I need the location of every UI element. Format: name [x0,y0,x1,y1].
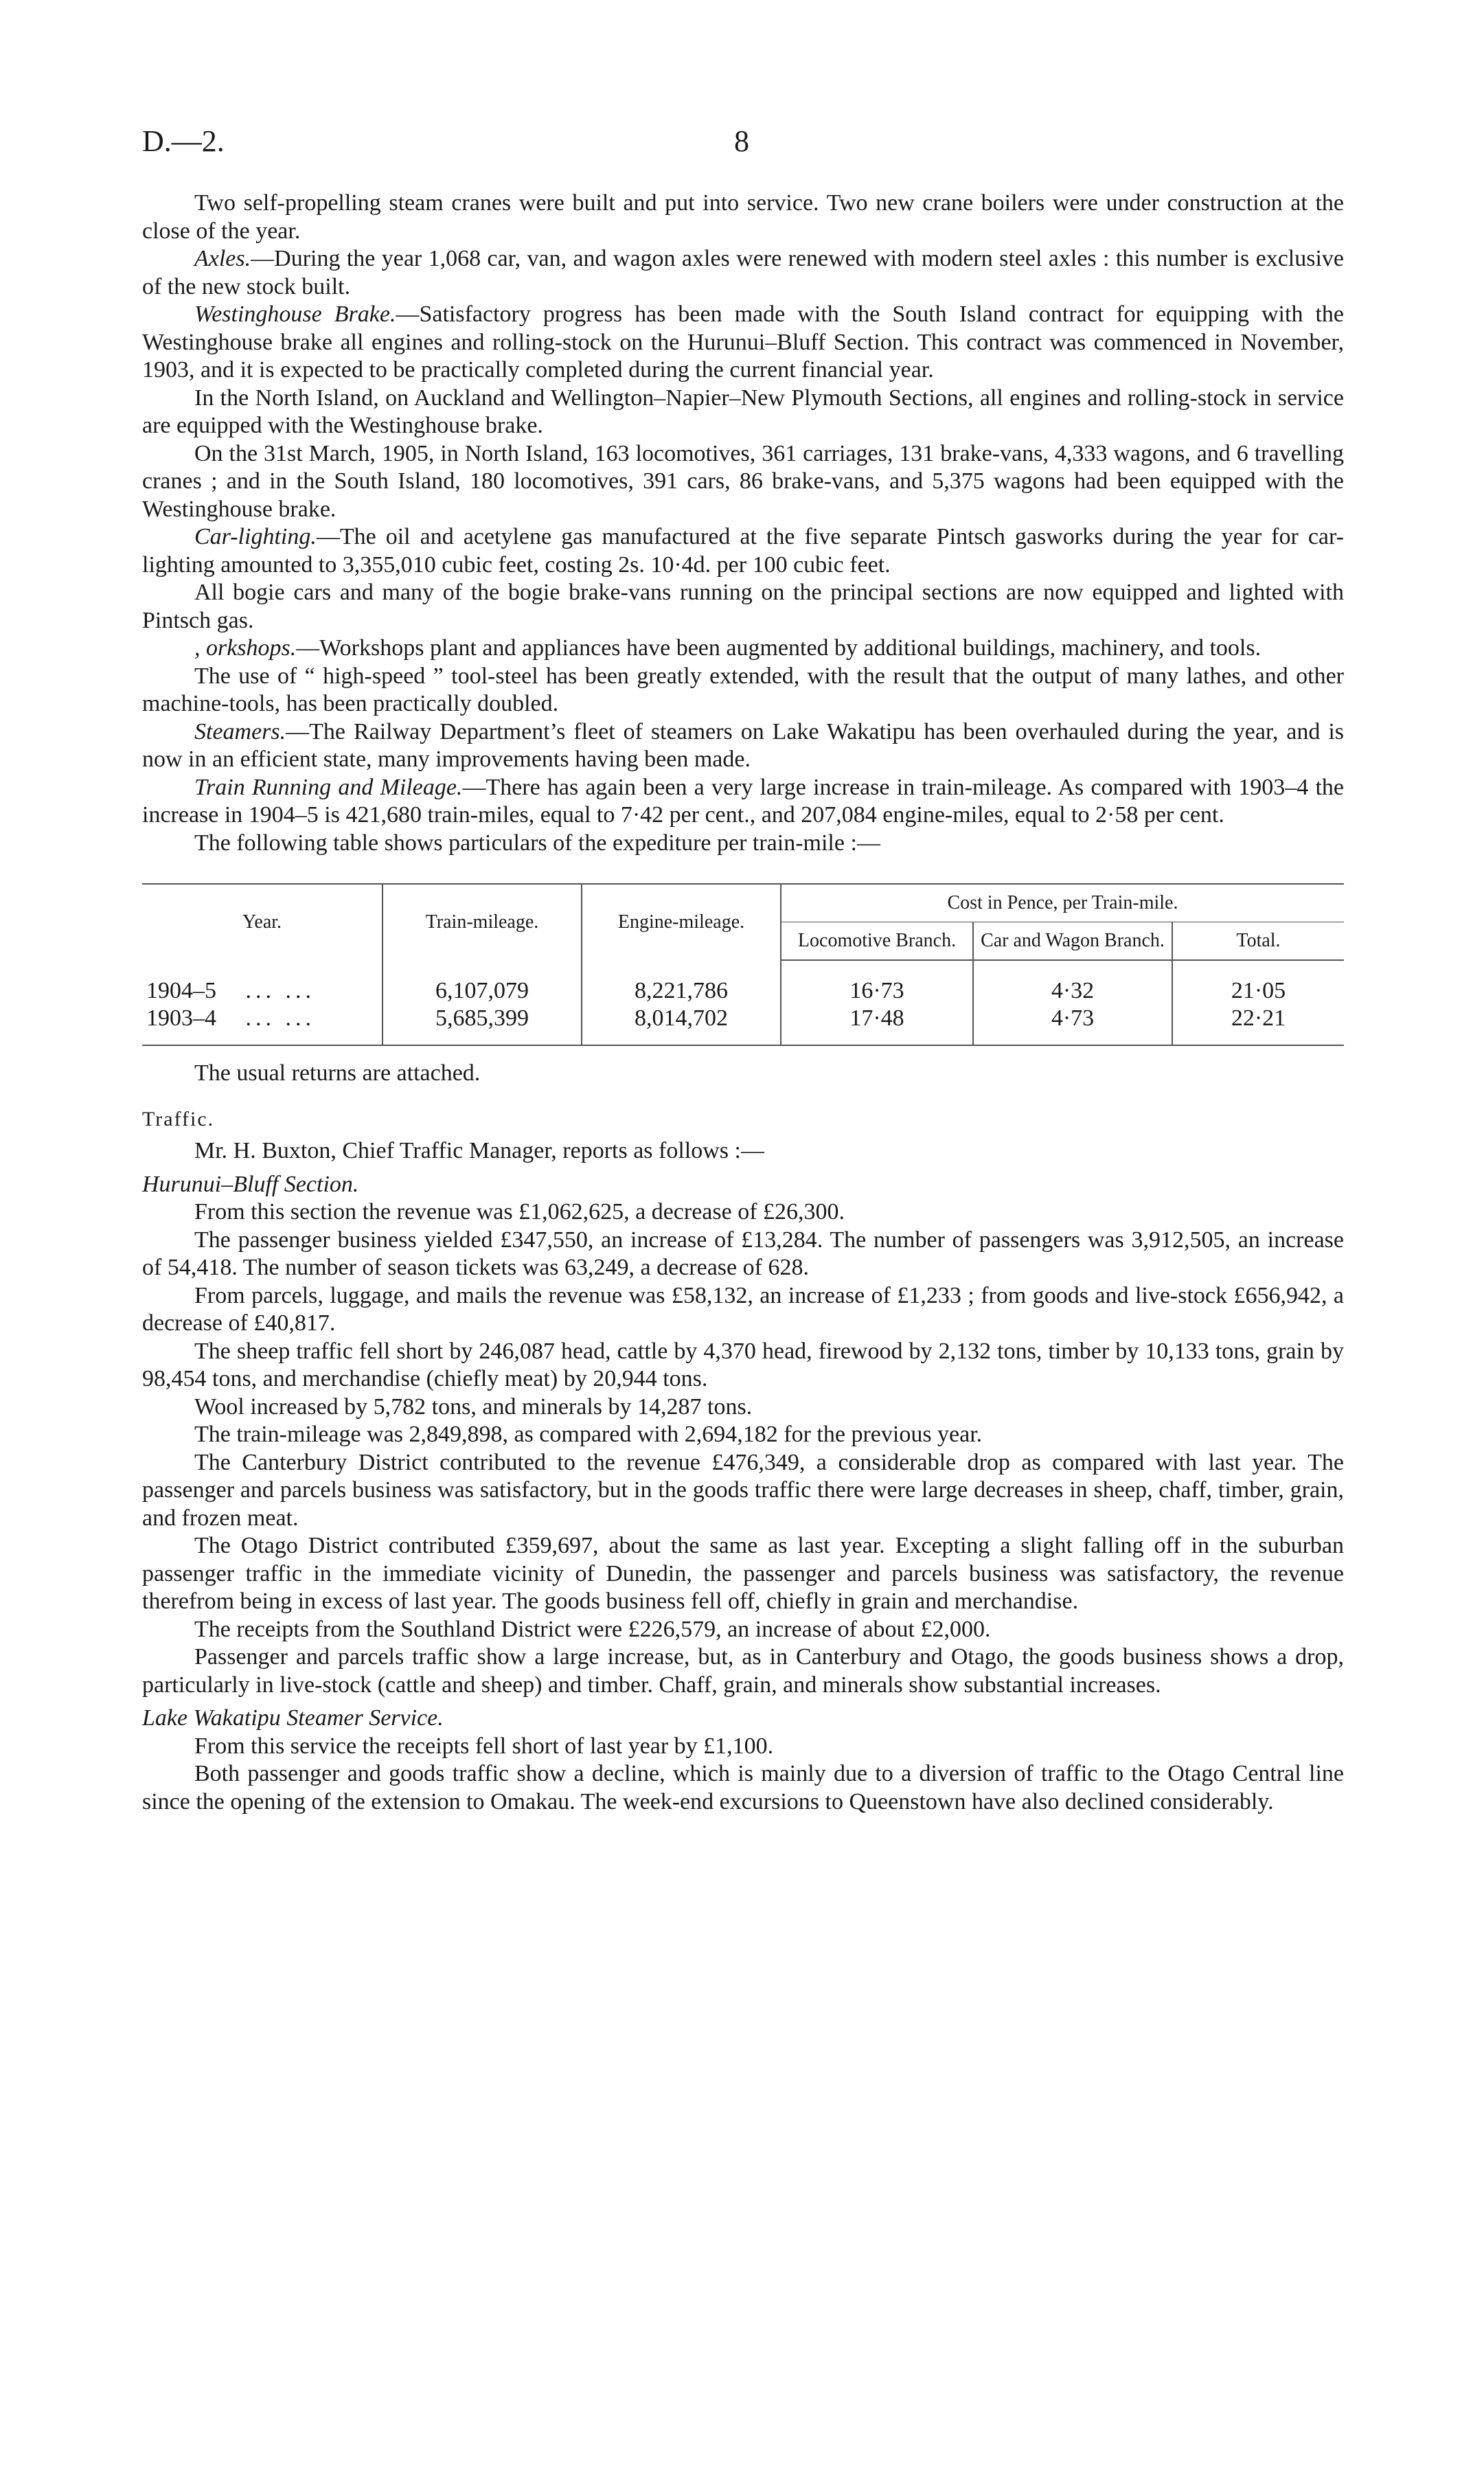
row-year: 1903–4 ... ... [142,1005,383,1045]
row-car-wagon: 4·73 [973,1005,1172,1045]
paragraph-axles: Axles.—During the year 1,068 car, van, and wagon axles were renewed with modern steel axles : this number is exclusive of the new stock built. [142,246,1344,299]
traffic-intro: Mr. H. Buxton, Chief Traffic Manager, reports as follows :— [194,1138,764,1163]
header-train-mileage: Train-mileage. [383,884,582,960]
paragraph-workshops: , orkshops.—Workshops plant and appliances have been augmented by additional buildings, machinery, and tools. [194,635,1262,661]
row-train-mileage: 6,107,079 [383,960,582,1005]
row-locomotive: 17·48 [781,1005,973,1045]
paragraph: On the 31st March, 1905, in North Island, 163 locomotives, 361 carriages, 131 brake-vans, 4,333 wagons, and 6 travelling cranes ; and in the South Island, 180 locomotives, 391 cars, 86 brake-vans, and 5,375 wagons had been equipped with the Westinghouse brake. [142,440,1344,522]
page-number: 8 [734,124,749,158]
paragraph: Two self-propelling steam cranes were built and put into service. Two new crane boilers were under construction at the close of the year. [142,190,1344,244]
row-train-mileage: 5,685,399 [383,1005,582,1045]
header-car-wagon-branch: Car and Wagon Branch. [973,922,1172,961]
page-body [142,190,1344,1816]
row-year: 1904–5 ... ... [146,977,315,1003]
row-total: 22·21 [1172,1005,1344,1045]
document-reference: D.—2. [142,124,225,158]
subsection-title-hurunui: Hurunui–Bluff Section. [142,1171,359,1197]
header-cost-group: Cost in Pence, per Train-mile. [781,884,1344,922]
table-row [142,960,1344,1005]
row-total: 21·05 [1172,960,1344,1005]
paragraph-steamers: Steamers.—The Railway Department’s fleet of steamers on Lake Wakatipu has been overhauled during the year, and is now in an efficient state, many improvements having been made. [142,718,1344,772]
header-year: Year. [142,884,383,960]
paragraph: In the North Island, on Auckland and Wellington–Napier–New Plymouth Sections, all engines and rolling-stock in service are equipped with the Westinghouse brake. [142,385,1344,438]
paragraph: The train-mileage was 2,849,898, as compared with 2,694,182 for the previous year. [194,1422,983,1447]
paragraph: The sheep traffic fell short by 246,087 head, cattle by 4,370 head, firewood by 2,132 tons, timber by 10,133 tons, grain by 98,454 tons, and merchandise (chiefly meat) by 20,944 tons. [142,1338,1344,1391]
paragraph: The following table shows particulars of the expediture per train-mile :— [194,830,880,856]
paragraph-train-running: Train Running and Mileage.—There has again been a very large increase in train-mileage. As compared with 1903–4 the increase in 1904–5 is 421,680 train-miles, equal to 7·42 per cent., and 207,084 engine-miles, equal to 2·58 per cent. [142,774,1344,828]
paragraph: From this service the receipts fell short of last year by £1,100. [194,1733,774,1759]
paragraph: Passenger and parcels traffic show a large increase, but, as in Canterbury and Otago, the goods business shows a drop, particularly in live-stock (cattle and sheep) and timber. Chaff, grain, and minerals show substantial increases. [142,1644,1344,1698]
expenditure-table [142,883,1344,1046]
paragraph-car-lighting: Car-lighting.—The oil and acetylene gas manufactured at the five separate Pintsch gasworks during the year for car-lighting amounted to 3,355,010 cubic feet, costing 2s. 10·4d. per 100 cubic feet. [142,524,1344,578]
paragraph: Both passenger and goods traffic show a decline, which is mainly due to a diversion of traffic to the Otago Central line since the opening of the extension to Omakau. The week-end excursions to Queenstown have also declined considerably. [142,1761,1344,1814]
row-car-wagon: 4·32 [973,960,1172,1005]
row-locomotive: 16·73 [781,960,973,1005]
paragraph: From this section the revenue was £1,062,625, a decrease of £26,300. [194,1199,845,1225]
page-header [142,124,1342,165]
paragraph-returns: The usual returns are attached. [194,1060,481,1086]
paragraph-westinghouse: Westinghouse Brake.—Satisfactory progress has been made with the South Island contract for equipping with the Westinghouse brake all engines and rolling-stock on the Hurunui–Bluff Section. This contract was commenced in November, 1903, and it is expected to be practically completed during the current financial year. [142,301,1344,383]
subsection-title-lake-wakatipu: Lake Wakatipu Steamer Service. [142,1705,444,1731]
header-engine-mileage: Engine-mileage. [582,884,781,960]
paragraph: Wool increased by 5,782 tons, and minerals by 14,287 tons. [194,1393,753,1420]
row-engine-mileage: 8,014,702 [582,1005,781,1045]
table-row [142,1005,1344,1045]
paragraph: The passenger business yielded £347,550, an increase of £13,284. The number of passengers was 3,912,505, an increase of 54,418. The number of season tickets was 63,249, a decrease of 628. [142,1227,1344,1280]
paragraph: The use of “ high-speed ” tool-steel has been greatly extended, with the result that the output of many lathes, and other machine-tools, has been practically doubled. [142,663,1344,716]
paragraph: The receipts from the Southland District were £226,579, an increase of about £2,000. [194,1616,991,1642]
paragraph: From parcels, luggage, and mails the revenue was £58,132, an increase of £1,233 ; from goods and live-stock £656,942, a decrease of £40,817. [142,1282,1344,1336]
paragraph: The Otago District contributed £359,697, about the same as last year. Excepting a slight falling off in the suburban passenger traffic in the immediate vicinity of Dunedin, the passenger and parcels business was satisfactory, the revenue therefrom being in excess of last year. The goods business fell off, chiefly in grain and merchandise. [142,1533,1344,1614]
header-locomotive-branch: Locomotive Branch. [781,922,973,961]
section-title-traffic: Traffic. [142,1107,215,1130]
paragraph: All bogie cars and many of the bogie brake-vans running on the principal sections are now equipped and lighted with Pintsch gas. [142,580,1344,633]
paragraph: The Canterbury District contributed to the revenue £476,349, a considerable drop as compared with last year. The passenger and parcels business was satisfactory, but in the goods traffic there were large decreases in sheep, chaff, timber, grain, and frozen meat. [142,1449,1344,1531]
header-total: Total. [1172,922,1344,961]
row-engine-mileage: 8,221,786 [582,960,781,1005]
